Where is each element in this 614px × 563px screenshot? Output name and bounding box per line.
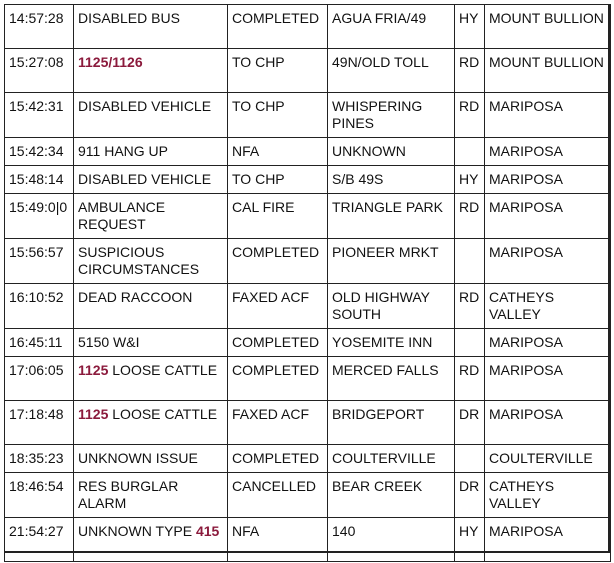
- incident-text: DISABLED VEHICLE: [78, 98, 212, 114]
- location-cell: 140: [328, 518, 455, 562]
- zone-cell: [455, 239, 485, 284]
- incident-cell: [74, 329, 228, 357]
- disposition-cell: CAL FIRE: [228, 194, 328, 239]
- table-row: [5, 239, 611, 284]
- incident-cell: [74, 357, 228, 401]
- incident-text: DEAD RACCOON: [78, 289, 193, 305]
- incident-cell: [74, 473, 228, 518]
- location-cell: AGUA FRIA/49: [328, 5, 455, 49]
- location-cell: COULTERVILLE: [328, 445, 455, 473]
- incident-text-rest: LOOSE CATTLE: [108, 362, 218, 378]
- incident-text: AMBULANCE REQUEST: [78, 199, 166, 232]
- incident-cell: [74, 138, 228, 166]
- incident-cell: [74, 166, 228, 194]
- incident-text: RES BURGLAR ALARM: [78, 478, 179, 511]
- area-cell: MARIPOSA: [485, 239, 611, 284]
- time-cell: 15:42:31: [5, 93, 74, 138]
- table-row: [5, 5, 611, 49]
- disposition-cell: TO CHP: [228, 93, 328, 138]
- disposition-cell: COMPLETED: [228, 357, 328, 401]
- location-cell: BRIDGEPORT: [328, 401, 455, 445]
- time-cell: 18:46:54: [5, 473, 74, 518]
- area-cell: MOUNT BULLION: [485, 49, 611, 93]
- area-cell: COULTERVILLE: [485, 445, 611, 473]
- table-row: [5, 138, 611, 166]
- table-row: [5, 93, 611, 138]
- incident-cell: [74, 445, 228, 473]
- time-cell: 15:27:08: [5, 49, 74, 93]
- zone-cell: HY: [455, 166, 485, 194]
- call-log-table: [4, 4, 611, 562]
- zone-cell: DR: [455, 401, 485, 445]
- incident-cell: [74, 194, 228, 239]
- time-cell: 15:42:34: [5, 138, 74, 166]
- zone-cell: RD: [455, 357, 485, 401]
- area-cell: MARIPOSA: [485, 194, 611, 239]
- area-cell: MARIPOSA: [485, 166, 611, 194]
- incident-cell: [74, 93, 228, 138]
- zone-cell: [455, 329, 485, 357]
- area-cell: CATHEYS VALLEY: [485, 473, 611, 518]
- area-cell: MOUNT BULLION: [485, 5, 611, 49]
- area-cell: MARIPOSA: [485, 93, 611, 138]
- incident-text-rest: LOOSE CATTLE: [108, 406, 218, 422]
- disposition-cell: COMPLETED: [228, 5, 328, 49]
- incident-text: DISABLED VEHICLE: [78, 171, 212, 187]
- zone-cell: [455, 138, 485, 166]
- location-cell: TRIANGLE PARK: [328, 194, 455, 239]
- location-cell: UNKNOWN: [328, 138, 455, 166]
- time-cell: 17:18:48: [5, 401, 74, 445]
- table-bottom-border: [4, 551, 610, 553]
- table-row: [5, 284, 611, 329]
- time-cell: 18:35:23: [5, 445, 74, 473]
- incident-cell: [74, 518, 228, 562]
- incident-cell: [74, 49, 228, 93]
- disposition-cell: COMPLETED: [228, 445, 328, 473]
- time-cell: 16:10:52: [5, 284, 74, 329]
- disposition-cell: COMPLETED: [228, 239, 328, 284]
- incident-cell: [74, 5, 228, 49]
- table-row: [5, 401, 611, 445]
- table-row: [5, 518, 611, 562]
- time-cell: 14:57:28: [5, 5, 74, 49]
- area-cell: MARIPOSA: [485, 357, 611, 401]
- zone-cell: RD: [455, 284, 485, 329]
- disposition-cell: NFA: [228, 138, 328, 166]
- zone-cell: DR: [455, 473, 485, 518]
- time-cell: 15:56:57: [5, 239, 74, 284]
- table-right-border: [608, 4, 610, 553]
- area-cell: MARIPOSA: [485, 518, 611, 562]
- table-row: [5, 329, 611, 357]
- time-cell: 15:48:14: [5, 166, 74, 194]
- call-log-body: [5, 5, 611, 562]
- location-cell: OLD HIGHWAY SOUTH: [328, 284, 455, 329]
- disposition-cell: COMPLETED: [228, 329, 328, 357]
- incident-text: UNKNOWN ISSUE: [78, 450, 198, 466]
- incident-code: 1125/1126: [78, 54, 143, 70]
- table-row: [5, 357, 611, 401]
- time-cell: 17:06:05: [5, 357, 74, 401]
- time-cell: 15:49:0|0: [5, 194, 74, 239]
- zone-cell: RD: [455, 93, 485, 138]
- area-cell: MARIPOSA: [485, 401, 611, 445]
- location-cell: YOSEMITE INN: [328, 329, 455, 357]
- location-cell: PIONEER MRKT: [328, 239, 455, 284]
- area-cell: CATHEYS VALLEY: [485, 284, 611, 329]
- location-cell: WHISPERING PINES: [328, 93, 455, 138]
- area-cell: MARIPOSA: [485, 329, 611, 357]
- incident-code: 1125: [78, 406, 109, 422]
- location-cell: S/B 49S: [328, 166, 455, 194]
- incident-text: SUSPICIOUS CIRCUMSTANCES: [78, 244, 200, 277]
- disposition-cell: FAXED ACF: [228, 284, 328, 329]
- incident-text: 911 HANG UP: [78, 143, 168, 159]
- table-row: [5, 194, 611, 239]
- time-cell: 16:45:11: [5, 329, 74, 357]
- location-cell: BEAR CREEK: [328, 473, 455, 518]
- disposition-cell: TO CHP: [228, 49, 328, 93]
- incident-cell: [74, 239, 228, 284]
- location-cell: 49N/OLD TOLL: [328, 49, 455, 93]
- zone-cell: HY: [455, 5, 485, 49]
- zone-cell: RD: [455, 194, 485, 239]
- location-cell: MERCED FALLS: [328, 357, 455, 401]
- incident-cell: [74, 401, 228, 445]
- disposition-cell: TO CHP: [228, 166, 328, 194]
- zone-cell: [455, 445, 485, 473]
- disposition-cell: NFA: [228, 518, 328, 562]
- incident-text: UNKNOWN TYPE: [78, 523, 196, 539]
- disposition-cell: CANCELLED: [228, 473, 328, 518]
- time-cell: 21:54:27: [5, 518, 74, 562]
- incident-code: 415: [195, 523, 220, 539]
- incident-text: 5150 W&I: [78, 334, 140, 350]
- table-row: [5, 166, 611, 194]
- table-row: [5, 473, 611, 518]
- incident-code: 1125: [78, 362, 109, 378]
- zone-cell: HY: [455, 518, 485, 562]
- incident-cell: [74, 284, 228, 329]
- table-row: [5, 445, 611, 473]
- incident-text: DISABLED BUS: [78, 10, 180, 26]
- disposition-cell: FAXED ACF: [228, 401, 328, 445]
- table-row: [5, 49, 611, 93]
- zone-cell: RD: [455, 49, 485, 93]
- area-cell: MARIPOSA: [485, 138, 611, 166]
